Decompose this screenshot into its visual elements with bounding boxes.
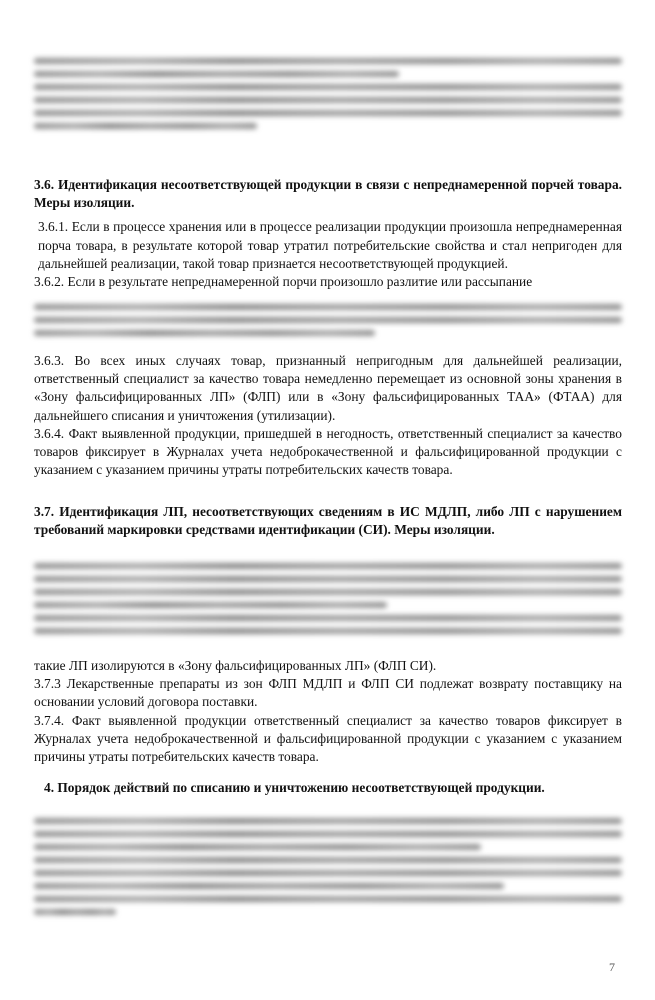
section-3-7-continued [34, 657, 622, 766]
section-3-6-heading: 3.6. Идентификация несоответствующей продукции в связи с непреднамеренной порчей товара. Меры изоляции. [34, 177, 622, 211]
paragraph-3-6-1: 3.6.1. Если в процессе хранения или в процессе реализации продукции произошла непреднамеренная порча товара, в результате которой товар утратил потребительские свойства и стал непригоден для дальнейшей реализации, такой товар признается несоответствующей продукцией. [38, 219, 622, 271]
paragraph-3-7-3: 3.7.3 Лекарственные препараты из зон ФЛП МДЛП и ФЛП СИ подлежат возврату поставщику на основании условий договора поставки. [34, 676, 622, 710]
paragraph-3-7-4: 3.7.4. Факт выявленной продукции ответственный специалист за качество товаров фиксирует в Журналах учета недоброкачественной и фальсифицированной продукции с указанием с указанием причины утраты потребительских качеств товара. [34, 712, 622, 765]
section-3-6 [34, 176, 622, 291]
paragraph-3-6-4: 3.6.4. Факт выявленной продукции, пришедшей в негодность, ответственный специалист за качество товаров фиксирует в Журналах учета недоброкачественной и фальсифицированной продукции с указанием с указанием причины утраты потребительских качеств товара. [34, 425, 622, 478]
section-3-7-heading: 3.7. Идентификация ЛП, несоответствующих сведениям в ИС МДЛП, либо ЛП с нарушением требований маркировки средствами идентификации (СИ). Меры изоляции. [34, 504, 622, 538]
section-3-6-continued [34, 352, 622, 479]
blurred-text-bottom [34, 812, 622, 922]
paragraph-3-7-tail: такие ЛП изолируются в «Зону фальсифицированных ЛП» (ФЛП СИ). [34, 658, 437, 673]
blurred-text-3-7 [34, 557, 622, 641]
page-number: 7 [609, 960, 615, 974]
section-4-heading: 4. Порядок действий по списанию и уничтожению несоответствующей продукции. [44, 780, 545, 795]
section-3-7 [34, 503, 622, 539]
paragraph-3-6-2: 3.6.2. Если в результате непреднамеренной порчи произошло разлитие или рассыпание [34, 274, 533, 290]
paragraph-3-6-3: 3.6.3. Во всех иных случаях товар, признанный непригодным для дальнейшей реализации, ответственный специалист за качество товара немедленно перемещает из основной зоны хранения в «Зону фальсифицированных ЛП» (ФЛП) или в «Зону фальсифицированных ТАА» (ФТАА) для дальнейшего списания и уничтожения (утилизации). [34, 353, 622, 423]
blurred-text-3-6-2 [34, 298, 622, 343]
blurred-text-top [34, 52, 622, 136]
